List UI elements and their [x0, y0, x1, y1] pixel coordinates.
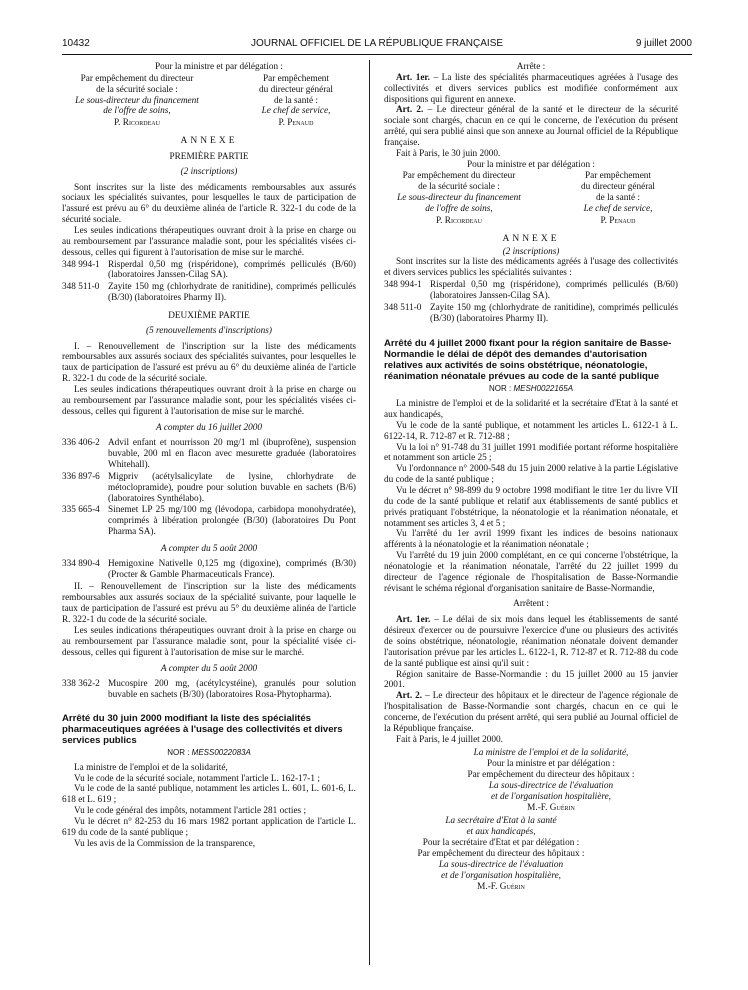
effective-date: A compter du 5 août 2000	[160, 664, 258, 675]
paragraph: La ministre de l'emploi et de la solidarité et la secrétaire d'Etat à la santé et aux handicapés,	[384, 399, 678, 421]
column-divider	[369, 60, 370, 965]
signatory-name: P. Ricordeau	[436, 215, 482, 226]
signature-left	[384, 171, 534, 226]
signature-block	[384, 816, 678, 892]
decree-title: Arrêté du 4 juillet 2000 fixant pour la région sanitaire de Basse-Normandie le délai de dépôt des demandes d'autorisation relatives aux activités de soins obstétrique, néonatologie, réanimation néonatale prévues au code de la santé publique	[384, 338, 672, 383]
article	[384, 73, 678, 106]
journal-title: JOURNAL OFFICIEL DE LA RÉPUBLIQUE FRANÇAISE	[250, 38, 504, 49]
arretent-line: Arrêtent :	[513, 599, 549, 610]
paragraph: II. – Renouvellement de l'inscription sur la liste des médicaments remboursables aux assurés sociaux de la spécialité suivante, pour laquelle le taux de participation de l'assuré est prévu au 5° du deuxième alinéa de l'article R. 322-1 du code de la sécurité sociale.	[62, 582, 356, 625]
left-column	[62, 62, 356, 849]
page-header	[62, 38, 692, 54]
paragraph: Vu le code de la santé publique, notamment les articles L. 601, L. 601-6, L. 618 et L. 619 ;	[62, 784, 356, 806]
signature-line: du directeur général	[259, 84, 333, 95]
nor-code: MESS0022083A	[191, 747, 251, 757]
signatory-name: P. Penaud	[600, 215, 636, 226]
drug-code: 338 362-2	[62, 679, 100, 690]
drug-description: Risperdal 0,50 mg (rispéridone), comprimés pelliculés (B/60) (laboratoires Janssen-Cilag SA).	[430, 280, 678, 301]
paragraph: Vu l'arrêté du 1er avril 1999 fixant les indices de besoins nationaux afférents à la néonatologie et la réanimation néonatale ;	[384, 529, 678, 551]
drug-entry	[62, 559, 356, 581]
part-heading: DEUXIÈME PARTIE	[168, 310, 250, 321]
drug-description: Mucospire 200 mg, (acétylcystéine), granulés pour solution buvable en sachets (B/30) (laboratoires Rosa-Phytopharma).	[108, 679, 356, 701]
signature-line: de la santé :	[274, 95, 318, 106]
signature-line: et de l'organisation hospitalière,	[441, 870, 561, 881]
signing-date: Fait à Paris, le 30 juin 2000.	[396, 148, 501, 159]
drug-description: Risperdal 0,50 mg (rispéridone), comprimés pelliculés (B/60) (laboratoires Janssen-Cilag SA).	[108, 259, 356, 281]
signature-line: La ministre de l'emploi et de la solidarité,	[473, 748, 629, 759]
effective-date: A compter du 5 août 2000	[160, 543, 258, 554]
signature-block	[384, 748, 678, 813]
signature-line: et aux handicapés,	[466, 827, 536, 838]
paragraph: Les seules indications thérapeutiques ouvrant droit à la prise en charge ou au remboursement par l'assurance maladie sont, pour les spécialités visées ci-dessous, celles qui figurent à l'autorisation de mise sur le marché.	[62, 225, 356, 258]
drug-description: Zayite 150 mg (chlorhydrate de ranitidine), comprimés pelliculés (B/30) (laboratoires Pharmy II).	[430, 302, 678, 324]
article	[384, 615, 678, 669]
article-text: – Le délai de six mois dans lequel les établissements de santé désireux d'exercer ou de poursuivre l'exercice d'une ou plusieurs des activités de soins obstétrique, néonatologie, réanimation néonatale doivent demander l'autorisation prévue par les articles L. 6122-1, R. 712-87 et R. 712-88 du code de la santé publique est ainsi qu'il suit :	[384, 615, 678, 669]
article	[384, 105, 678, 148]
signature-line: et de l'organisation hospitalière,	[491, 791, 611, 802]
decree-title: Arrêté du 30 juin 2000 modifiant la liste des spécialités pharmaceutiques agréées à l'usage des collectivités et divers services publics	[62, 712, 343, 746]
drug-entry	[384, 303, 678, 325]
signature-line: Par empêchement du directeur des hôpitaux :	[467, 770, 635, 781]
article-label: Art. 2.	[396, 105, 424, 116]
drug-code: 336 406-2	[62, 438, 100, 449]
signature-line: de l'offre de soins,	[425, 203, 493, 214]
signature-line: Par empêchement	[262, 73, 329, 84]
signature-line: Par empêchement du directeur	[80, 73, 194, 84]
signature-line: Le sous-directeur du financement	[75, 95, 199, 106]
page-number: 10432	[62, 38, 90, 49]
paragraph: Sont inscrites sur la liste des médicaments agréés à l'usage des collectivités et divers services publics les spécialités suivantes :	[384, 257, 678, 279]
signature-line: La sous-directrice de l'évaluation	[488, 780, 614, 791]
paragraph: Vu l'ordonnance n° 2000-548 du 15 juin 2000 relative à la partie Législative du code de la santé publique ;	[384, 464, 678, 486]
signature-line: La sous-directrice de l'évaluation	[438, 859, 564, 870]
signature-line: La secrétaire d'Etat à la santé	[445, 816, 557, 827]
drug-entry	[62, 438, 356, 471]
paragraph: Vu le code de la sécurité sociale, notamment l'article L. 162-17-1 ;	[74, 773, 320, 784]
signature-line: Pour la ministre et par délégation :	[487, 759, 615, 770]
drug-code: 334 890-4	[62, 558, 100, 569]
signature-line: Par empêchement	[584, 171, 651, 182]
paragraph: Vu le décret n° 98-899 du 9 octobre 1998 modifiant le titre 1er du livre VII du code de la santé publique et relatif aux établissements de santé publics et privés pratiquant l'obstétrique, la néonatologie et la réanimation néonatale, et notamment ses articles 3, 4 et 5 ;	[384, 486, 678, 529]
annexe-heading: ANNEXE	[502, 233, 560, 244]
paragraph: Sont inscrites sur la liste des médicaments remboursables aux assurés sociaux les spécialités suivantes, pour lesquelles le taux de participation de l'assuré est prévu au 6° du deuxième alinéa de l'article R. 322-1 du code de la sécurité sociale.	[62, 182, 356, 226]
signatory-name: P. Ricordeau	[114, 118, 160, 129]
drug-entry	[384, 280, 678, 302]
drug-description: Sinemet LP 25 mg/100 mg (lévodopa, carbidopa monohydratée), comprimés à libération prolongée (B/30) (laboratoires Du Pont Pharma SA).	[108, 505, 356, 538]
paragraph: Les seules indications thérapeutiques ouvrant droit à la prise en charge ou au remboursement par l'assurance maladie sont, pour la spécialité visée ci-dessous, celles qui figurent à l'autorisation de mise sur le marché.	[62, 625, 356, 658]
nor-label: NOR :	[167, 747, 190, 757]
effective-date: A compter du 16 juillet 2000	[156, 423, 262, 434]
article	[384, 691, 678, 734]
signature-line: de l'offre de soins,	[103, 106, 171, 117]
annexe-heading: ANNEXE	[180, 136, 238, 147]
signature-line: de la sécurité sociale :	[96, 84, 178, 95]
paragraph: La ministre de l'emploi et de la solidarité,	[74, 762, 228, 773]
drug-entry	[62, 260, 356, 282]
arrete-line: Arrête :	[516, 62, 546, 72]
article-text: – Le directeur des hôpitaux et le directeur de l'agence régionale de l'hospitalisation de Basse-Normandie sont chargés, chacun en ce qui le concerne, de l'exécution du présent arrêté, qui sera publié au Journal officiel de la République française.	[384, 691, 679, 734]
article-text: – Le directeur général de la santé et le directeur de la sécurité sociale sont chargés, chacun en ce qui le concerne, de l'exécution du présent arrêté, qui sera publié ainsi que son annexe au Journal officiel de la République française.	[384, 105, 678, 148]
nor-label: NOR :	[488, 384, 512, 394]
drug-entry	[62, 472, 356, 505]
article-label: Art. 1er.	[396, 615, 431, 626]
delegation-line: Pour la ministre et par délégation :	[467, 159, 595, 170]
signature-line: Le chef de service,	[583, 203, 653, 214]
signature-right	[236, 74, 356, 129]
article-text: – La liste des spécialités pharmaceutiques agréées à l'usage des collectivités et divers services publics est modifiée conformément aux dispositions qui figurent en annexe.	[384, 72, 678, 105]
annexe-subheading: (2 inscriptions)	[502, 246, 560, 257]
paragraph: Les seules indications thérapeutiques ouvrant droit à la prise en charge ou au remboursement par l'assurance maladie sont, pour les spécialités visées ci-dessous, celles qui figurent à l'autorisation de mise sur le marché.	[62, 384, 356, 417]
signature-line: Le chef de service,	[261, 106, 331, 117]
drug-code: 335 665-4	[62, 505, 100, 516]
signature-line: de la sécurité sociale :	[418, 182, 500, 193]
nor-reference	[62, 748, 356, 759]
paragraph: Région sanitaire de Basse-Normandie : du 15 juillet 2000 au 15 janvier 2001.	[384, 669, 678, 691]
signing-date: Fait à Paris, le 4 juillet 2000.	[396, 734, 503, 745]
drug-description: Advil enfant et nourrisson 20 mg/1 ml (ibuprofène), suspension buvable, 200 ml en flacon avec mesurette graduée (laboratoires Whitehall).	[108, 438, 356, 470]
nor-code: MESH0022165A	[513, 384, 574, 394]
drug-description: Hemigoxine Nativelle 0,125 mg (digoxine), comprimés (B/30) (Procter & Gamble Pharmaceuticals France).	[108, 558, 356, 580]
part-heading: PREMIÈRE PARTIE	[169, 151, 249, 162]
signatory-name: P. Penaud	[278, 118, 314, 129]
signature-line: Pour la secrétaire d'Etat et par délégation :	[422, 838, 580, 849]
drug-description: Migpriv (acétylsalicylate de lysine, chlorhydrate de métoclopramide), poudre pour solution buvable en sachets (B/6) (laboratoires Synthélabo).	[108, 471, 356, 504]
paragraph: Vu l'arrêté du 19 juin 2000 complétant, en ce qui concerne l'obstétrique, la néonatologie et la réanimation néonatale, l'arrêté du 22 juillet 1999 du directeur de l'agence régionale de l'hospitalisation de Basse-Normandie révisant le schéma régional d'organisation sanitaire de Basse-Normandie,	[384, 551, 678, 594]
signature-line: du directeur général	[581, 182, 655, 193]
header-rule	[62, 54, 692, 55]
signature-right	[558, 171, 678, 226]
signatory-name: M.-F. Guérin	[527, 802, 575, 813]
signature-line: Par empêchement du directeur des hôpitaux :	[417, 849, 585, 859]
paragraph: Vu le décret n° 82-253 du 16 mars 1982 portant application de l'article L. 619 du code de la santé publique ;	[62, 816, 356, 838]
paragraph: Vu le code général des impôts, notamment l'article 281 octies ;	[74, 806, 307, 817]
drug-code: 348 511-0	[384, 302, 422, 313]
drug-code: 348 511-0	[62, 282, 100, 293]
drug-entry	[62, 505, 356, 538]
right-column	[384, 62, 678, 892]
nor-reference	[384, 384, 678, 395]
part-subheading: (2 inscriptions)	[180, 166, 238, 177]
paragraph: Vu le code de la santé publique, et notamment les articles L. 6122-1 à L. 6122-14, R. 712-87 et R. 712-88 ;	[384, 420, 678, 442]
signatory-name: M.-F. Guérin	[477, 881, 525, 892]
paragraph: Vu les avis de la Commission de la transparence,	[74, 838, 256, 849]
signature-line: Par empêchement du directeur	[402, 171, 516, 182]
drug-code: 348 994-1	[384, 280, 422, 291]
paragraph: Vu la loi n° 91-748 du 31 juillet 1991 modifiée portant réforme hospitalière et notamment son article 25 ;	[384, 442, 678, 464]
article-label: Art. 1er.	[396, 72, 430, 83]
signature-line: de la santé :	[596, 193, 640, 204]
drug-entry	[62, 282, 356, 304]
part-subheading: (5 renouvellements d'inscriptions)	[146, 325, 272, 336]
drug-code: 348 994-1	[62, 259, 100, 270]
drug-description: Zayite 150 mg (chlorhydrate de ranitidine), comprimés pelliculés (B/30) (laboratoires Pharmy II).	[108, 282, 356, 304]
drug-entry	[62, 679, 356, 701]
paragraph: I. – Renouvellement de l'inscription sur la liste des médicaments remboursables aux assurés sociaux des spécialités suivantes, pour lesquelles le taux de participation de l'assuré est prévu au 6° du deuxième alinéa de l'article R. 322-1 du code de la sécurité sociale.	[62, 341, 356, 385]
signature-pair	[384, 171, 678, 226]
issue-date: 9 juillet 2000	[635, 38, 692, 49]
signature-left	[62, 74, 212, 129]
signature-pair	[62, 74, 356, 129]
article-label: Art. 2.	[396, 691, 423, 702]
drug-code: 336 897-6	[62, 471, 100, 482]
delegation-line: Pour la ministre et par délégation :	[155, 62, 283, 72]
signature-line: Le sous-directeur du financement	[397, 193, 521, 204]
